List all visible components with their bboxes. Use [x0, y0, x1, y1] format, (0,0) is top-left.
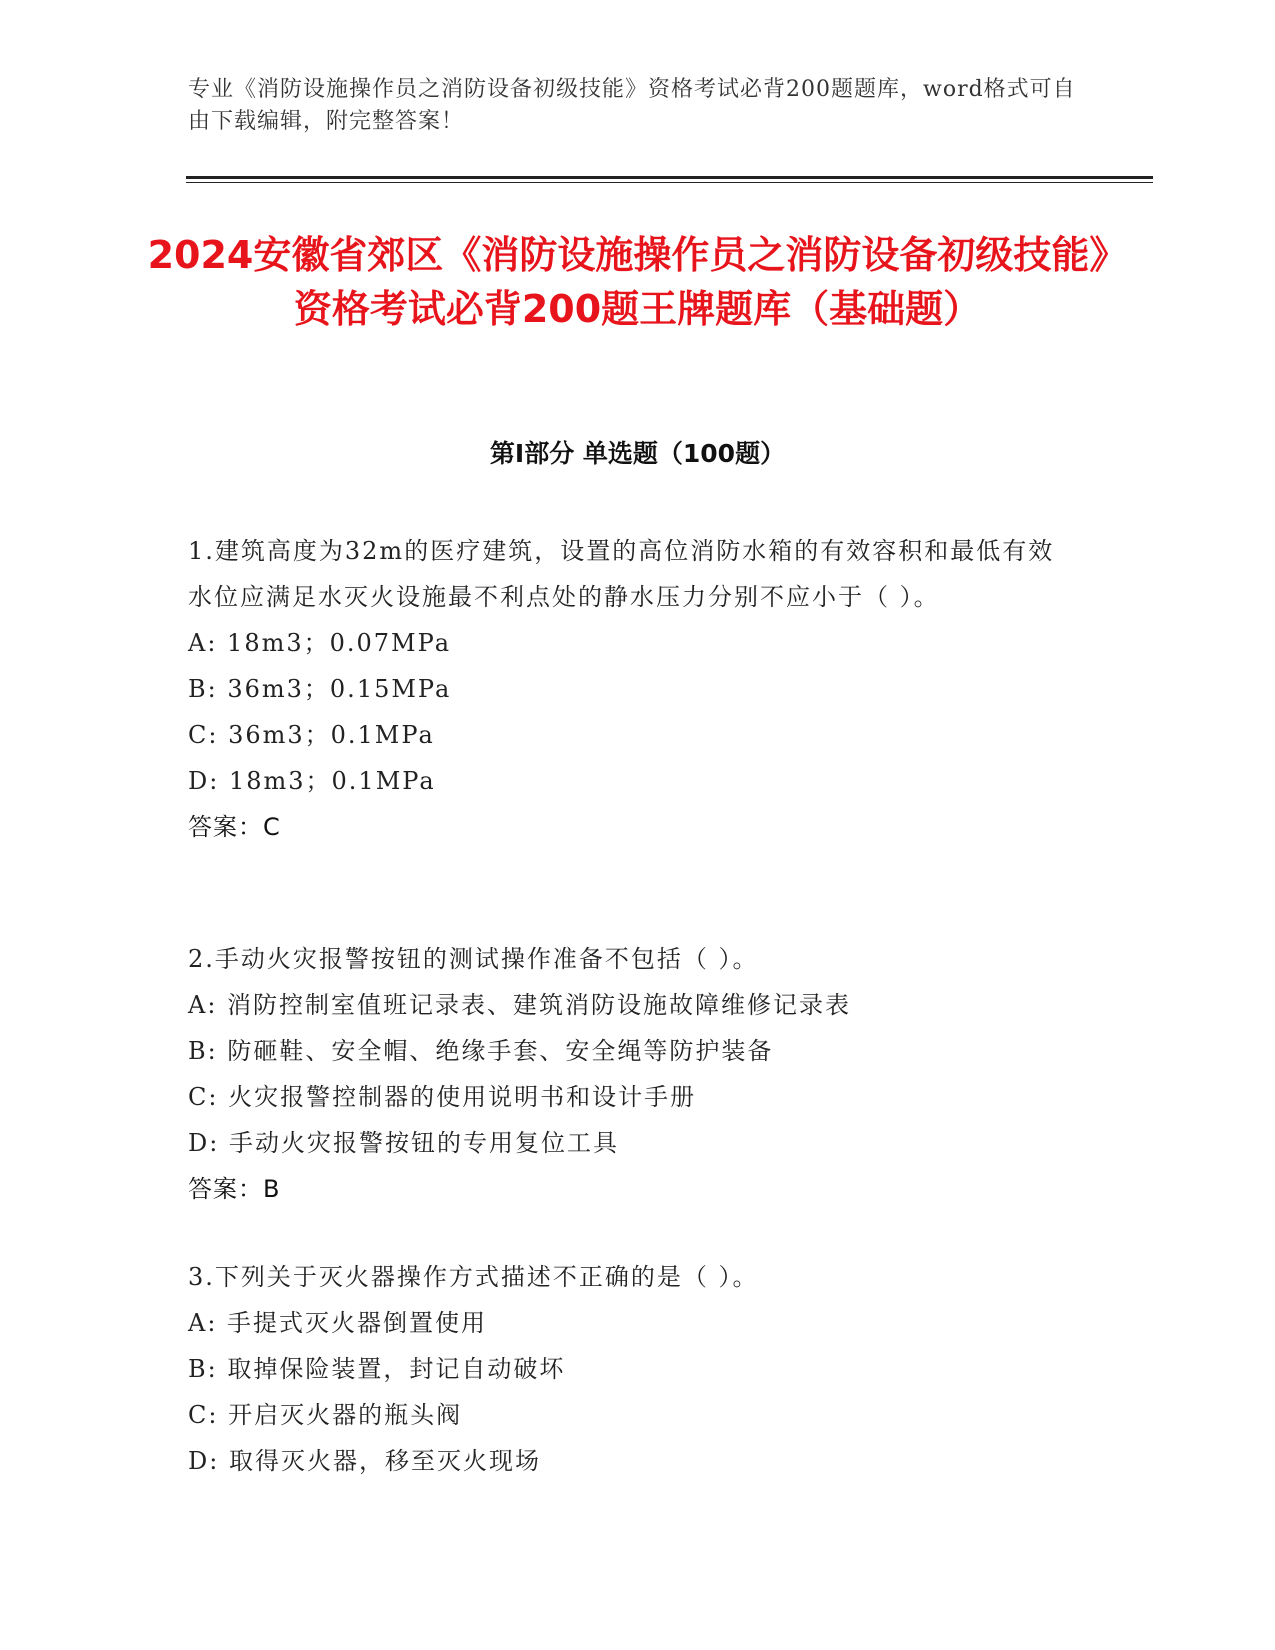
option-c: C: 火灾报警控制器的使用说明书和设计手册 — [188, 1083, 697, 1111]
header-note: 专业《消防设施操作员之消防设备初级技能》资格考试必背200题题库，word格式可自由下载编辑，附完整答案！ — [188, 77, 1076, 134]
header-divider — [186, 176, 1153, 179]
document-title: 2024安徽省郊区《消防设施操作员之消防设备初级技能》资格考试必背200题王牌题库（基础题） — [147, 233, 1128, 331]
option-b: B: 36m3；0.15MPa — [188, 675, 452, 703]
option-d: D: 手动火灾报警按钮的专用复位工具 — [188, 1129, 619, 1157]
question-stem: 2.手动火灾报警按钮的测试操作准备不包括（ ）。 — [188, 945, 759, 973]
option-c: C: 36m3；0.1MPa — [188, 721, 435, 749]
option-a: A: 18m3；0.07MPa — [188, 629, 452, 657]
answer: 答案：B — [188, 1175, 281, 1203]
question-2 — [188, 936, 1068, 1212]
option-c: C: 开启灭火器的瓶头阀 — [188, 1401, 463, 1429]
question-3 — [188, 1254, 1068, 1484]
option-b: B: 取掉保险装置，封记自动破坏 — [188, 1355, 566, 1383]
option-d: D: 18m3；0.1MPa — [188, 767, 436, 795]
question-stem: 1.建筑高度为32m的医疗建筑，设置的高位消防水箱的有效容积和最低有效水位应满足水灭火设施最不利点处的静水压力分别不应小于（ ）。 — [188, 537, 1055, 611]
option-b: B: 防砸鞋、安全帽、绝缘手套、安全绳等防护装备 — [188, 1037, 774, 1065]
answer: 答案：C — [188, 813, 281, 841]
question-1 — [188, 528, 1068, 850]
section-title: 第Ⅰ部分 单选题（100题） — [489, 439, 786, 468]
question-stem: 3.下列关于灭火器操作方式描述不正确的是（ ）。 — [188, 1263, 759, 1291]
option-a: A: 手提式灭火器倒置使用 — [188, 1309, 488, 1337]
header-divider-thin — [186, 182, 1153, 183]
option-a: A: 消防控制室值班记录表、建筑消防设施故障维修记录表 — [188, 991, 852, 1019]
option-d: D: 取得灭火器，移至灭火现场 — [188, 1447, 541, 1475]
